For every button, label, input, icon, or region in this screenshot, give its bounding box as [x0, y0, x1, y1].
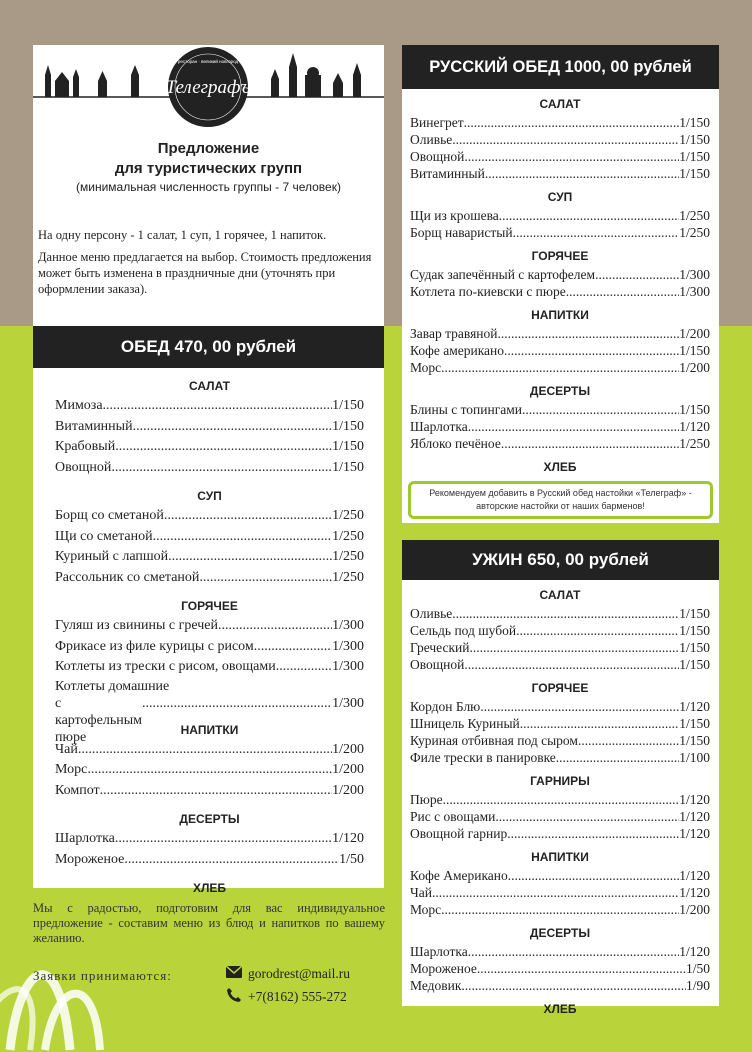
- item-portion: 1/150: [332, 459, 364, 475]
- leader-dots: [100, 781, 332, 802]
- menu-item: [410, 715, 710, 732]
- item-name: Морс: [410, 902, 442, 917]
- intro-panel: [33, 45, 384, 326]
- item-name: Овощной гарнир: [410, 826, 508, 841]
- item-name: Греческий: [410, 640, 470, 655]
- dinner-list: [402, 587, 719, 1017]
- item-name: Морс: [410, 360, 442, 375]
- item-name: Шарлотка: [410, 944, 468, 959]
- leader-dots: [153, 527, 333, 548]
- dinner-panel: [402, 540, 719, 1016]
- leader-dots: [103, 396, 333, 417]
- item-portion: 1/300: [332, 638, 364, 654]
- menu-item: [55, 458, 364, 479]
- item-name: Мороженое: [410, 961, 477, 976]
- item-portion: 1/150: [679, 115, 710, 130]
- dinner-title-bar: УЖИН 650, 00 рублей: [402, 540, 719, 580]
- menu-item: [410, 639, 710, 656]
- leader-dots: [164, 506, 332, 527]
- leader-dots: [469, 639, 679, 656]
- item-name: Пюре: [410, 792, 443, 807]
- leader-dots: [556, 749, 679, 766]
- item-portion: 1/150: [679, 733, 710, 748]
- item-portion: 1/50: [339, 851, 364, 867]
- leader-dots: [499, 207, 679, 224]
- section-heading: САЛАТ: [189, 379, 230, 393]
- logo-text: Телеграфъ: [165, 77, 251, 98]
- leader-dots: [507, 825, 679, 842]
- item-name: Филе трески в панировке: [410, 750, 556, 765]
- intro-title-line1: Предложение: [157, 140, 260, 157]
- leader-dots: [520, 715, 679, 732]
- item-portion: 1/150: [679, 606, 710, 621]
- item-name: Винегрет: [410, 115, 464, 130]
- item-name: Овощной: [410, 149, 465, 164]
- item-portion: 1/150: [679, 640, 710, 655]
- item-name: Котлеты из трески с рисом, овощами: [55, 659, 276, 674]
- leader-dots: [452, 131, 679, 148]
- menu-item: [410, 901, 710, 918]
- menu-item: [410, 325, 710, 342]
- item-name: Фрикасе из филе курицы с рисом: [55, 638, 254, 654]
- lunch-menu-list: [33, 378, 384, 896]
- item-portion: 1/150: [679, 657, 710, 672]
- footer-text: Мы с радостью, подготовим для вас индивидуальное предложение - составим меню из блюд и напитков по вашему желанию.: [33, 901, 385, 945]
- section-heading: НАПИТКИ: [531, 308, 589, 322]
- leader-dots: [254, 637, 332, 658]
- menu-item: [410, 148, 710, 165]
- item-portion: 1/90: [685, 978, 710, 993]
- menu-item: [410, 698, 710, 715]
- item-portion: 1/150: [679, 402, 710, 417]
- lunch-menu-panel: [33, 368, 384, 895]
- menu-item: [55, 547, 364, 568]
- section-heading: ГОРЯЧЕЕ: [531, 249, 589, 263]
- item-portion: 1/300: [332, 659, 364, 674]
- item-portion: 1/200: [332, 782, 364, 798]
- item-name: Оливье: [410, 606, 453, 621]
- leader-dots: [504, 342, 679, 359]
- item-name: Судак запечённый с картофелем: [410, 267, 596, 282]
- menu-item: [55, 506, 364, 527]
- menu-item: [55, 527, 364, 548]
- leader-dots: [441, 901, 679, 918]
- item-portion: 1/150: [679, 343, 710, 358]
- item-portion: 1/120: [679, 885, 710, 900]
- item-portion: 1/250: [332, 508, 364, 523]
- item-portion: 1/250: [679, 208, 710, 223]
- leader-dots: [464, 114, 680, 131]
- leader-dots: [443, 791, 680, 808]
- menu-item: [410, 131, 710, 148]
- item-name: Куриная отбивная под сыром: [410, 733, 578, 748]
- item-portion: 1/120: [679, 419, 710, 434]
- menu-item: [410, 867, 710, 884]
- item-name: Щи со сметаной: [55, 528, 153, 544]
- item-name: Куриный с лапшой: [55, 549, 169, 564]
- menu-item: [410, 749, 710, 766]
- leader-dots: [485, 165, 679, 182]
- item-portion: 1/200: [679, 360, 710, 375]
- item-name: Рис с овощами: [410, 809, 496, 824]
- recommend-box: Рекомендуем добавить в Русский обед настойки «Телеграф» - авторские настойки от наших барменов!: [408, 481, 713, 519]
- item-portion: 1/120: [679, 792, 710, 807]
- leader-dots: [115, 437, 332, 458]
- item-name: Котлета по-киевски с пюре: [410, 284, 566, 299]
- item-name: Кофе американо: [410, 343, 505, 358]
- leader-dots: [578, 732, 679, 749]
- item-portion: 1/200: [332, 762, 364, 777]
- item-name: Медовик: [410, 978, 462, 993]
- menu-item: [55, 850, 364, 871]
- per-person-note: На одну персону - 1 салат, 1 суп, 1 горячее, 1 напиток.: [38, 228, 327, 242]
- item-name: Кордон Блю: [410, 699, 481, 714]
- bread-heading: ХЛЕБ: [543, 460, 577, 474]
- leader-dots: [464, 148, 679, 165]
- intro-subtitle: (минимальная численность группы - 7 человек): [76, 180, 341, 194]
- leader-dots: [516, 622, 679, 639]
- section-heading: ДЕСЕРТЫ: [179, 812, 240, 826]
- item-name: Рассольник со сметаной: [55, 569, 200, 585]
- menu-item: [410, 656, 710, 673]
- menu-item: [410, 266, 710, 283]
- item-portion: 1/250: [679, 225, 710, 240]
- item-portion: 1/120: [679, 944, 710, 959]
- mail-icon: [226, 966, 248, 982]
- menu-item: [410, 791, 710, 808]
- item-name: Мороженое: [55, 851, 125, 867]
- menu-item: [55, 568, 364, 589]
- leader-dots: [595, 266, 679, 283]
- item-name: Борщ со сметаной: [55, 508, 164, 523]
- leader-dots: [276, 657, 332, 678]
- menu-item: [55, 760, 364, 781]
- section-heading: ДЕСЕРТЫ: [529, 384, 591, 398]
- logo-ring-text: ресторан · великий новгород: [177, 59, 239, 64]
- leader-dots: [480, 698, 679, 715]
- item-portion: 1/300: [332, 618, 364, 633]
- menu-item: [410, 165, 710, 182]
- menu-item: [55, 417, 364, 438]
- item-name: Гуляш из свинины с гречей: [55, 618, 218, 633]
- menu-item: [410, 283, 710, 300]
- leader-dots: [115, 829, 332, 850]
- leader-dots: [78, 740, 332, 761]
- item-portion: 1/120: [679, 699, 710, 714]
- leader-dots: [468, 418, 679, 435]
- menu-item: [410, 808, 710, 825]
- menu-item: [410, 977, 710, 994]
- menu-item: [410, 342, 710, 359]
- item-name: Шницель Куриный: [410, 716, 520, 731]
- item-name: Витаминный: [410, 166, 485, 181]
- item-portion: 1/120: [679, 868, 710, 883]
- lunch-title-bar: ОБЕД 470, 00 рублей: [33, 326, 384, 368]
- item-name: Сельдь под шубой: [410, 623, 517, 638]
- menu-item: [55, 396, 364, 417]
- item-portion: 1/150: [679, 166, 710, 181]
- item-portion: 1/250: [332, 569, 364, 585]
- menu-item: [410, 622, 710, 639]
- item-portion: 1/120: [679, 826, 710, 841]
- item-name: Овощной: [55, 459, 112, 475]
- leader-dots: [508, 867, 679, 884]
- item-name: Компот: [55, 782, 100, 798]
- leader-dots: [142, 695, 332, 712]
- item-portion: 1/150: [679, 623, 710, 638]
- menu-item: [410, 605, 710, 622]
- section-heading: САЛАТ: [539, 97, 581, 111]
- item-portion: 1/300: [679, 284, 710, 299]
- item-portion: 1/150: [679, 132, 710, 147]
- menu-item: [55, 616, 364, 637]
- leader-dots: [566, 283, 679, 300]
- item-portion: 1/300: [332, 695, 364, 711]
- item-portion: 1/250: [332, 549, 364, 564]
- leader-dots: [133, 417, 333, 438]
- item-name: Яблоко печёное: [410, 436, 501, 451]
- section-heading: НАПИТКИ: [531, 850, 589, 864]
- menu-item: [410, 960, 710, 977]
- item-portion: 1/150: [332, 439, 364, 454]
- leader-dots: [468, 943, 679, 960]
- item-portion: 1/200: [332, 741, 364, 757]
- item-name: Овощной: [410, 657, 465, 672]
- leader-dots: [495, 808, 679, 825]
- menu-item: [55, 657, 364, 678]
- email-contact[interactable]: [226, 966, 350, 982]
- item-portion: 1/150: [679, 149, 710, 164]
- item-name: Витаминный: [55, 418, 133, 434]
- leader-dots: [168, 547, 332, 568]
- menu-item: [55, 437, 364, 458]
- leader-dots: [477, 960, 686, 977]
- item-portion: 1/250: [332, 528, 364, 544]
- russian-lunch-list: [402, 96, 719, 475]
- section-heading: СУП: [197, 489, 222, 503]
- leader-dots: [87, 760, 332, 781]
- item-name: Оливье: [410, 132, 453, 147]
- section-heading: ГОРЯЧЕЕ: [531, 681, 589, 695]
- menu-item: [55, 637, 364, 658]
- item-name: Шарлотка: [55, 831, 115, 846]
- menu-item: [410, 114, 710, 131]
- item-portion: 1/150: [332, 418, 364, 434]
- menu-item: [410, 359, 710, 376]
- item-portion: 1/100: [679, 750, 710, 765]
- menu-item: [410, 435, 710, 452]
- item-name: Шарлотка: [410, 419, 468, 434]
- leader-dots: [111, 458, 332, 479]
- item-portion: 1/150: [679, 716, 710, 731]
- menu-note: Данное меню предлагается на выбор. Стоимость предложения может быть изменена в праздничные дни (уточнять при оформлении заказа).: [38, 250, 372, 296]
- item-name: Мимоза: [55, 398, 103, 413]
- section-heading: ГАРНИРЫ: [530, 774, 590, 788]
- menu-item: [55, 740, 364, 761]
- item-portion: 1/250: [679, 436, 710, 451]
- section-heading: ДЕСЕРТЫ: [529, 926, 591, 940]
- item-name: Чай: [55, 741, 78, 757]
- item-portion: 1/300: [679, 267, 710, 282]
- leader-dots: [218, 616, 332, 637]
- menu-item: [410, 401, 710, 418]
- orders-label: Заявки принимаются:: [33, 968, 172, 983]
- item-portion: 1/200: [679, 326, 710, 341]
- leader-dots: [461, 977, 686, 994]
- leader-dots: [513, 224, 680, 241]
- section-heading: НАПИТКИ: [180, 722, 239, 737]
- section-heading: ГОРЯЧЕЕ: [181, 599, 238, 613]
- menu-item: [55, 829, 364, 850]
- leader-dots: [464, 656, 679, 673]
- menu-item: [410, 224, 710, 241]
- menu-item: [410, 884, 710, 901]
- item-portion: 1/50: [685, 961, 710, 976]
- item-name: Кофе Американо: [410, 868, 508, 883]
- bread-heading: ХЛЕБ: [192, 881, 227, 895]
- item-portion: 1/200: [679, 902, 710, 917]
- email-text[interactable]: gorodrest@mail.ru: [248, 966, 351, 981]
- leader-dots: [199, 568, 332, 589]
- leader-dots: [522, 401, 679, 418]
- item-name: Борщ наваристый: [410, 225, 513, 240]
- leader-dots: [441, 359, 679, 376]
- leader-dots: [501, 435, 679, 452]
- item-name: Морс: [55, 762, 88, 777]
- item-portion: 1/150: [332, 398, 364, 413]
- item-name-line1: Котлеты домашние: [55, 678, 170, 694]
- phone-contact[interactable]: [226, 987, 347, 1007]
- menu-item: [410, 207, 710, 224]
- section-heading: СУП: [547, 190, 573, 204]
- item-name: Щи из крошева: [410, 208, 499, 223]
- item-name: Завар травяной: [410, 326, 498, 341]
- menu-item: [410, 943, 710, 960]
- section-heading: САЛАТ: [539, 588, 581, 602]
- menu-item: [55, 781, 364, 802]
- bread-heading: ХЛЕБ: [543, 1002, 577, 1016]
- item-name: Блины с топингами: [410, 402, 523, 417]
- item-portion: 1/120: [679, 809, 710, 824]
- menu-item: [410, 732, 710, 749]
- leader-dots: [432, 884, 679, 901]
- leader-dots: [497, 325, 679, 342]
- phone-icon: [226, 987, 248, 1007]
- phone-text[interactable]: +7(8162) 555-272: [248, 989, 347, 1004]
- item-name: Чай: [410, 885, 432, 900]
- menu-item: [410, 825, 710, 842]
- russian-lunch-panel: [402, 45, 719, 523]
- russian-lunch-title-bar: РУССКИЙ ОБЕД 1000, 00 рублей: [402, 45, 719, 89]
- item-name-line2: с картофельным пюре: [55, 695, 142, 745]
- item-portion: 1/120: [332, 831, 364, 846]
- leader-dots: [452, 605, 679, 622]
- intro-title-line2: для туристических групп: [114, 160, 303, 177]
- leader-dots: [124, 850, 339, 871]
- menu-item: [410, 418, 710, 435]
- item-name: Крабовый: [55, 439, 116, 454]
